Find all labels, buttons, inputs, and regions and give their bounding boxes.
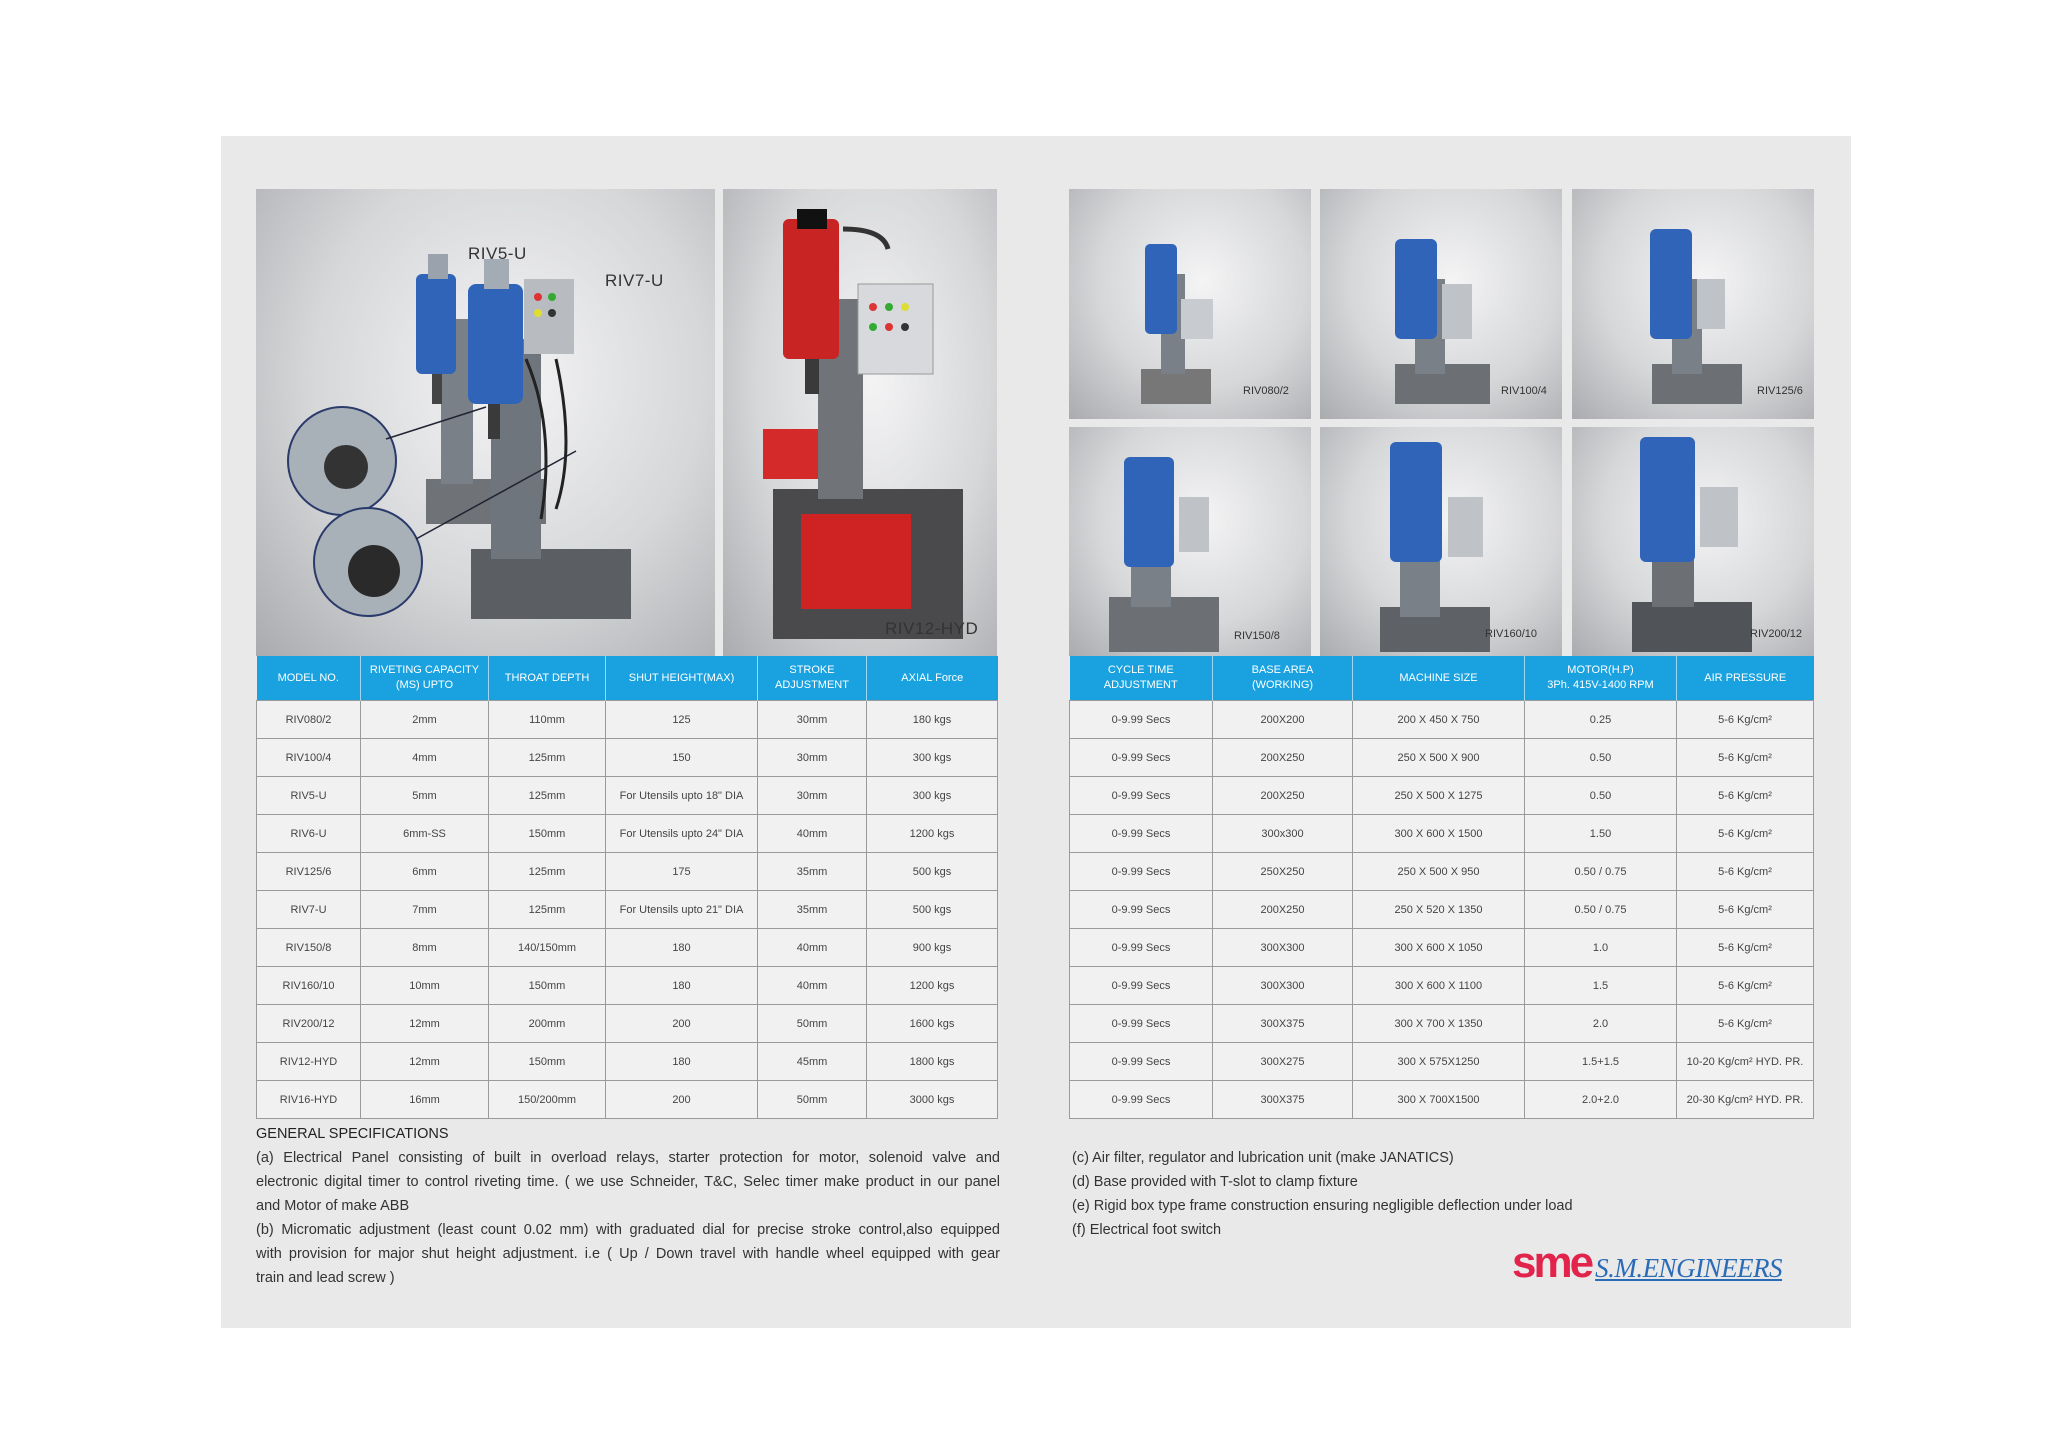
throat-depth-cell: 125mm xyxy=(489,891,606,929)
shut-height-cell: 200 xyxy=(606,1005,758,1043)
air-pressure-cell: 5-6 Kg/cm² xyxy=(1677,929,1814,967)
axial-force-cell: 300 kgs xyxy=(867,739,998,777)
logo-mark: sme xyxy=(1512,1238,1592,1287)
model-no-cell: RIV160/10 xyxy=(257,967,361,1005)
shut-height-cell: 180 xyxy=(606,967,758,1005)
cycle-time-cell: 0-9.99 Secs xyxy=(1070,1043,1213,1081)
label-riv12-hyd: RIV12-HYD xyxy=(885,619,979,638)
riveting-capacity-cell: 12mm xyxy=(361,1043,489,1081)
spec-line: and Motor of make ABB xyxy=(256,1198,410,1214)
table-row xyxy=(1070,1005,1814,1043)
general-specifications-left xyxy=(256,1122,1000,1290)
general-specifications-title: GENERAL SPECIFICATIONS xyxy=(256,1126,449,1142)
axial-force-cell: 1800 kgs xyxy=(867,1043,998,1081)
cycle-time-cell: 0-9.99 Secs xyxy=(1070,891,1213,929)
right-spec-table xyxy=(1069,656,1814,1119)
shut-height-cell: 150 xyxy=(606,739,758,777)
cycle-time-cell: 0-9.99 Secs xyxy=(1070,739,1213,777)
model-no-cell: RIV6-U xyxy=(257,815,361,853)
axial-force-cell: 300 kgs xyxy=(867,777,998,815)
label-riv200-12: RIV200/12 xyxy=(1750,628,1802,640)
axial-force-cell: 3000 kgs xyxy=(867,1081,998,1119)
header-stroke-adjustment: STROKE ADJUSTMENT xyxy=(758,656,867,701)
spec-line: with provision for major shut height adjustment. i.e ( Up / Down travel with handle wheel equipped with gear xyxy=(256,1246,1000,1262)
air-pressure-cell: 5-6 Kg/cm² xyxy=(1677,701,1814,739)
riveting-capacity-cell: 8mm xyxy=(361,929,489,967)
throat-depth-cell: 110mm xyxy=(489,701,606,739)
machine-size-cell: 250 X 500 X 1275 xyxy=(1353,777,1525,815)
axial-force-cell: 180 kgs xyxy=(867,701,998,739)
table-row xyxy=(1070,739,1814,777)
table-row xyxy=(257,853,998,891)
base-area-cell: 200X200 xyxy=(1213,701,1353,739)
label-riv160-10: RIV160/10 xyxy=(1485,628,1537,640)
throat-depth-cell: 150/200mm xyxy=(489,1081,606,1119)
axial-force-cell: 900 kgs xyxy=(867,929,998,967)
photo-riv080-2 xyxy=(1069,189,1311,419)
general-specifications-right xyxy=(1072,1146,1672,1242)
model-no-cell: RIV7-U xyxy=(257,891,361,929)
table-row xyxy=(257,967,998,1005)
photo-riv12-hyd xyxy=(723,189,997,656)
table-row xyxy=(1070,701,1814,739)
air-pressure-cell: 5-6 Kg/cm² xyxy=(1677,967,1814,1005)
motor-hp-cell: 0.50 xyxy=(1525,739,1677,777)
cycle-time-cell: 0-9.99 Secs xyxy=(1070,701,1213,739)
label-riv150-8: RIV150/8 xyxy=(1234,630,1280,642)
motor-hp-cell: 1.50 xyxy=(1525,815,1677,853)
stroke-adjustment-cell: 30mm xyxy=(758,739,867,777)
stroke-adjustment-cell: 30mm xyxy=(758,701,867,739)
riveting-capacity-cell: 5mm xyxy=(361,777,489,815)
air-pressure-cell: 10-20 Kg/cm² HYD. PR. xyxy=(1677,1043,1814,1081)
header-model-no: MODEL NO. xyxy=(257,656,361,701)
cycle-time-cell: 0-9.99 Secs xyxy=(1070,967,1213,1005)
axial-force-cell: 1600 kgs xyxy=(867,1005,998,1043)
throat-depth-cell: 125mm xyxy=(489,777,606,815)
air-pressure-cell: 5-6 Kg/cm² xyxy=(1677,815,1814,853)
cycle-time-cell: 0-9.99 Secs xyxy=(1070,853,1213,891)
photo-riv150-8 xyxy=(1069,427,1311,656)
motor-hp-cell: 0.50 / 0.75 xyxy=(1525,891,1677,929)
model-no-cell: RIV16-HYD xyxy=(257,1081,361,1119)
motor-hp-cell: 1.0 xyxy=(1525,929,1677,967)
axial-force-cell: 500 kgs xyxy=(867,853,998,891)
throat-depth-cell: 125mm xyxy=(489,739,606,777)
machine-size-cell: 200 X 450 X 750 xyxy=(1353,701,1525,739)
label-riv125-6: RIV125/6 xyxy=(1757,385,1803,397)
stroke-adjustment-cell: 40mm xyxy=(758,929,867,967)
shut-height-cell: 180 xyxy=(606,929,758,967)
shut-height-cell: 175 xyxy=(606,853,758,891)
machine-size-cell: 300 X 600 X 1500 xyxy=(1353,815,1525,853)
cycle-time-cell: 0-9.99 Secs xyxy=(1070,777,1213,815)
throat-depth-cell: 150mm xyxy=(489,967,606,1005)
table-row xyxy=(257,1081,998,1119)
motor-hp-cell: 0.25 xyxy=(1525,701,1677,739)
air-pressure-cell: 5-6 Kg/cm² xyxy=(1677,853,1814,891)
table-row xyxy=(1070,1043,1814,1081)
spec-line: electronic digital timer to control riveting time. ( we use Schneider, T&C, Selec timer make product in our panel xyxy=(256,1174,1000,1190)
header-air-pressure: AIR PRESSURE xyxy=(1677,656,1814,701)
cycle-time-cell: 0-9.99 Secs xyxy=(1070,929,1213,967)
photo-riv5u-riv7u xyxy=(256,189,715,656)
motor-hp-cell: 1.5+1.5 xyxy=(1525,1043,1677,1081)
throat-depth-cell: 200mm xyxy=(489,1005,606,1043)
model-no-cell: RIV12-HYD xyxy=(257,1043,361,1081)
throat-depth-cell: 150mm xyxy=(489,815,606,853)
label-riv7u: RIV7-U xyxy=(605,271,664,290)
shut-height-cell: 125 xyxy=(606,701,758,739)
shut-height-cell: For Utensils upto 24" DIA xyxy=(606,815,758,853)
table-row xyxy=(257,815,998,853)
table-row xyxy=(1070,815,1814,853)
table-row xyxy=(257,891,998,929)
table-row xyxy=(257,701,998,739)
header-cycle-time: CYCLE TIME ADJUSTMENT xyxy=(1070,656,1213,701)
stroke-adjustment-cell: 35mm xyxy=(758,853,867,891)
logo-company-name: S.M.ENGINEERS xyxy=(1595,1253,1783,1283)
base-area-cell: 300X375 xyxy=(1213,1081,1353,1119)
table-row xyxy=(1070,853,1814,891)
table-row xyxy=(257,739,998,777)
riveting-capacity-cell: 16mm xyxy=(361,1081,489,1119)
model-no-cell: RIV150/8 xyxy=(257,929,361,967)
air-pressure-cell: 5-6 Kg/cm² xyxy=(1677,1005,1814,1043)
model-no-cell: RIV200/12 xyxy=(257,1005,361,1043)
cycle-time-cell: 0-9.99 Secs xyxy=(1070,815,1213,853)
header-motor: MOTOR(H.P) 3Ph. 415V-1400 RPM xyxy=(1525,656,1677,701)
hydraulic-riveting-machine-illustration xyxy=(723,189,997,656)
stroke-adjustment-cell: 50mm xyxy=(758,1005,867,1043)
riveting-capacity-cell: 10mm xyxy=(361,967,489,1005)
spec-line: (d) Base provided with T-slot to clamp fixture xyxy=(1072,1174,1358,1190)
motor-hp-cell: 2.0 xyxy=(1525,1005,1677,1043)
sme-logo xyxy=(1512,1238,1783,1287)
machine-illustration xyxy=(1069,427,1311,656)
spec-line: (e) Rigid box type frame construction ensuring negligible deflection under load xyxy=(1072,1198,1573,1214)
axial-force-cell: 1200 kgs xyxy=(867,815,998,853)
machine-size-cell: 250 X 520 X 1350 xyxy=(1353,891,1525,929)
stroke-adjustment-cell: 50mm xyxy=(758,1081,867,1119)
shut-height-cell: For Utensils upto 18" DIA xyxy=(606,777,758,815)
spec-line: train and lead screw ) xyxy=(256,1270,395,1286)
motor-hp-cell: 0.50 xyxy=(1525,777,1677,815)
riveting-capacity-cell: 7mm xyxy=(361,891,489,929)
label-riv5u: RIV5-U xyxy=(468,244,527,263)
throat-depth-cell: 150mm xyxy=(489,1043,606,1081)
machine-illustration xyxy=(1572,427,1814,656)
machine-illustration xyxy=(1320,427,1562,656)
machine-size-cell: 300 X 575X1250 xyxy=(1353,1043,1525,1081)
table-row xyxy=(1070,929,1814,967)
machine-size-cell: 300 X 700X1500 xyxy=(1353,1081,1525,1119)
air-pressure-cell: 5-6 Kg/cm² xyxy=(1677,891,1814,929)
model-no-cell: RIV100/4 xyxy=(257,739,361,777)
header-riveting-capacity: RIVETING CAPACITY (MS) UPTO xyxy=(361,656,489,701)
riveting-capacity-cell: 2mm xyxy=(361,701,489,739)
photo-riv160-10 xyxy=(1320,427,1562,656)
machine-size-cell: 300 X 600 X 1100 xyxy=(1353,967,1525,1005)
photo-riv200-12 xyxy=(1572,427,1814,656)
motor-hp-cell: 0.50 / 0.75 xyxy=(1525,853,1677,891)
shut-height-cell: 180 xyxy=(606,1043,758,1081)
table-row xyxy=(1070,967,1814,1005)
axial-force-cell: 1200 kgs xyxy=(867,967,998,1005)
riveting-capacity-cell: 4mm xyxy=(361,739,489,777)
cycle-time-cell: 0-9.99 Secs xyxy=(1070,1005,1213,1043)
right-table-header-row xyxy=(1070,656,1814,701)
base-area-cell: 300X275 xyxy=(1213,1043,1353,1081)
header-machine-size: MACHINE SIZE xyxy=(1353,656,1525,701)
air-pressure-cell: 5-6 Kg/cm² xyxy=(1677,777,1814,815)
air-pressure-cell: 5-6 Kg/cm² xyxy=(1677,739,1814,777)
model-no-cell: RIV5-U xyxy=(257,777,361,815)
machine-size-cell: 300 X 700 X 1350 xyxy=(1353,1005,1525,1043)
table-row xyxy=(257,929,998,967)
base-area-cell: 300x300 xyxy=(1213,815,1353,853)
photo-riv125-6 xyxy=(1572,189,1814,419)
table-row xyxy=(257,1043,998,1081)
header-axial-force: AXIAL Force xyxy=(867,656,998,701)
base-area-cell: 200X250 xyxy=(1213,739,1353,777)
left-spec-table xyxy=(256,656,998,1119)
air-pressure-cell: 20-30 Kg/cm² HYD. PR. xyxy=(1677,1081,1814,1119)
motor-hp-cell: 2.0+2.0 xyxy=(1525,1081,1677,1119)
stroke-adjustment-cell: 45mm xyxy=(758,1043,867,1081)
stroke-adjustment-cell: 40mm xyxy=(758,815,867,853)
label-riv080-2: RIV080/2 xyxy=(1243,385,1289,397)
base-area-cell: 300X375 xyxy=(1213,1005,1353,1043)
spec-line: (a) Electrical Panel consisting of built in overload relays, starter protection for motor, solenoid valve and xyxy=(256,1150,1000,1166)
model-no-cell: RIV080/2 xyxy=(257,701,361,739)
machine-size-cell: 300 X 600 X 1050 xyxy=(1353,929,1525,967)
stroke-adjustment-cell: 40mm xyxy=(758,967,867,1005)
model-no-cell: RIV125/6 xyxy=(257,853,361,891)
base-area-cell: 300X300 xyxy=(1213,929,1353,967)
spec-line: (c) Air filter, regulator and lubrication unit (make JANATICS) xyxy=(1072,1150,1454,1166)
spec-line: (f) Electrical foot switch xyxy=(1072,1222,1222,1238)
stroke-adjustment-cell: 35mm xyxy=(758,891,867,929)
riveting-capacity-cell: 6mm xyxy=(361,853,489,891)
spec-line: (b) Micromatic adjustment (least count 0.02 mm) with graduated dial for precise stroke control,also equipped xyxy=(256,1222,1000,1238)
base-area-cell: 300X300 xyxy=(1213,967,1353,1005)
table-row xyxy=(257,1005,998,1043)
shut-height-cell: 200 xyxy=(606,1081,758,1119)
stroke-adjustment-cell: 30mm xyxy=(758,777,867,815)
left-table-header-row xyxy=(257,656,998,701)
label-riv100-4: RIV100/4 xyxy=(1501,385,1547,397)
axial-force-cell: 500 kgs xyxy=(867,891,998,929)
header-base-area: BASE AREA (WORKING) xyxy=(1213,656,1353,701)
riveting-capacity-cell: 6mm-SS xyxy=(361,815,489,853)
throat-depth-cell: 140/150mm xyxy=(489,929,606,967)
machine-size-cell: 250 X 500 X 950 xyxy=(1353,853,1525,891)
header-shut-height: SHUT HEIGHT(MAX) xyxy=(606,656,758,701)
riveting-capacity-cell: 12mm xyxy=(361,1005,489,1043)
base-area-cell: 200X250 xyxy=(1213,777,1353,815)
base-area-cell: 200X250 xyxy=(1213,891,1353,929)
machine-size-cell: 250 X 500 X 900 xyxy=(1353,739,1525,777)
header-throat-depth: THROAT DEPTH xyxy=(489,656,606,701)
shut-height-cell: For Utensils upto 21" DIA xyxy=(606,891,758,929)
throat-depth-cell: 125mm xyxy=(489,853,606,891)
table-row xyxy=(1070,1081,1814,1119)
table-row xyxy=(1070,891,1814,929)
table-row xyxy=(257,777,998,815)
base-area-cell: 250X250 xyxy=(1213,853,1353,891)
table-row xyxy=(1070,777,1814,815)
photo-riv100-4 xyxy=(1320,189,1562,419)
motor-hp-cell: 1.5 xyxy=(1525,967,1677,1005)
cycle-time-cell: 0-9.99 Secs xyxy=(1070,1081,1213,1119)
